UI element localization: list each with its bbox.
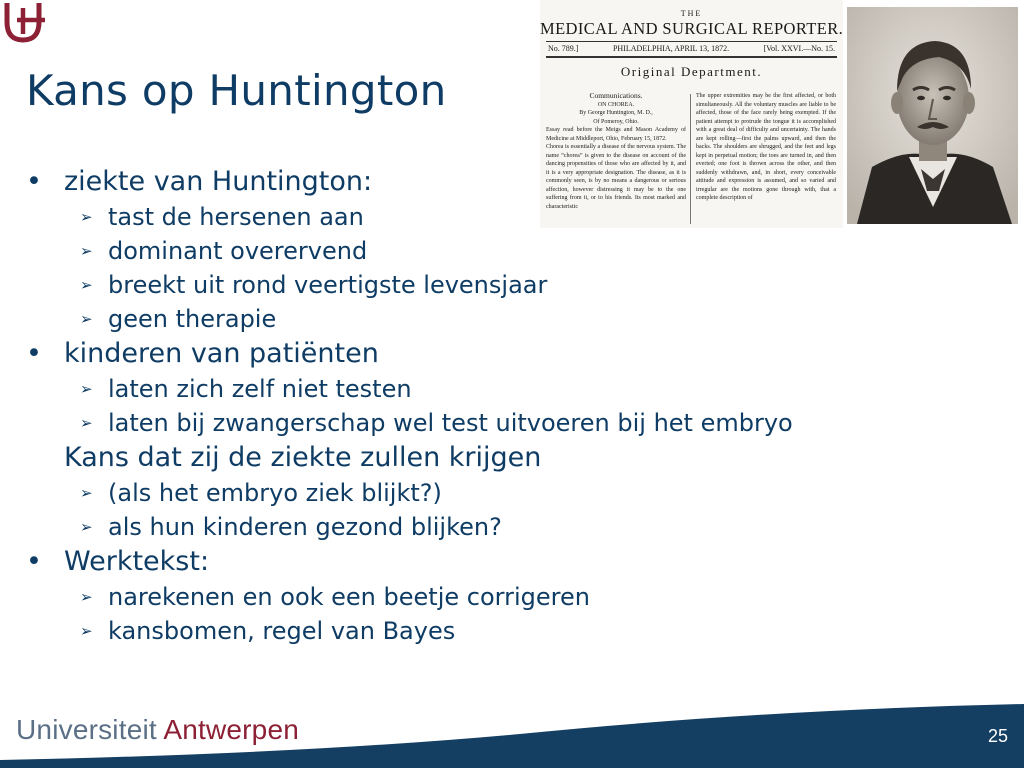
- brand-universiteit: Universiteit: [16, 714, 157, 745]
- newspaper-byline: By George Huntington, M. D.,: [579, 110, 653, 116]
- list-item: [26, 200, 1016, 234]
- list-item: [26, 406, 1016, 440]
- list-item: [26, 234, 1016, 268]
- arrow-bullet-icon: ➢: [80, 484, 93, 502]
- university-brand: [16, 714, 299, 746]
- bullet-text: laten zich zelf niet testen: [108, 375, 412, 403]
- newspaper-the: THE: [680, 9, 703, 18]
- list-item: [26, 268, 1016, 302]
- arrow-bullet-icon: ➢: [80, 276, 93, 294]
- newspaper-section: Communications.: [589, 91, 643, 100]
- bullet-list: [26, 164, 1016, 648]
- bullet-dot-icon: •: [26, 338, 42, 369]
- bullet-text: dominant overervend: [108, 237, 368, 265]
- newspaper-article-title: ON CHOREA.: [597, 101, 635, 108]
- newspaper-issue-line: [548, 44, 835, 53]
- list-item: [26, 440, 1016, 476]
- bullet-text: breekt uit rond veertigste levensjaar: [108, 271, 548, 299]
- list-item: [26, 510, 1016, 544]
- list-item: [26, 164, 1016, 200]
- newspaper-issue-date: PHILADELPHIA, APRIL 13, 1872.: [612, 44, 730, 53]
- arrow-bullet-icon: ➢: [80, 588, 93, 606]
- bullet-text: geen therapie: [108, 305, 277, 333]
- list-item: [26, 336, 1016, 372]
- brand-antwerpen: Antwerpen: [163, 714, 299, 745]
- arrow-bullet-icon: ➢: [80, 310, 93, 328]
- university-logo-icon: [0, 0, 52, 50]
- list-item: [26, 302, 1016, 336]
- bullet-dot-icon: •: [26, 166, 42, 197]
- bullet-text: Kans dat zij de ziekte zullen krijgen: [64, 442, 542, 473]
- slide-title: Kans op Huntington: [26, 66, 447, 115]
- bullet-text: als hun kinderen gezond blijken?: [108, 513, 502, 541]
- newspaper-issue-no: No. 789.]: [548, 44, 579, 53]
- arrow-bullet-icon: ➢: [80, 242, 93, 260]
- list-item: [26, 372, 1016, 406]
- newspaper-masthead: MEDICAL AND SURGICAL REPORTER.: [540, 19, 843, 38]
- newspaper-right-text: The upper extremities may be the first affected, or both simultaneously. All the voluntary muscles are liable to be affected, those of the face rarely being exempted. If the patient attempt to protrude the tongue it is accomplished with a great deal of difficulty and uncertainty. The hands are kept rolling—first the palms upward, and then the backs. The shoulders are shrugged, and the feet and legs kept in perpetual motion; the toes are turned in, and then everted; one foot is thrown across the other, and then suddenly withdrawn, and, in short, every conceivable attitude and expression is assumed, and so varied and irregular are the motions gone through with, that a complete description of: [696, 93, 836, 201]
- bullet-text: ziekte van Huntington:: [64, 166, 373, 197]
- newspaper-essay-note: Essay read before the Meigs and Mason Academy of Medicine at Middleport, Ohio, February 15, 1872.: [546, 127, 686, 142]
- list-item: [26, 544, 1016, 580]
- newspaper-byline-place: Of Pomeroy, Ohio.: [593, 118, 639, 125]
- arrow-bullet-icon: ➢: [80, 208, 93, 226]
- page-number: 25: [987, 726, 1008, 746]
- list-item: [26, 614, 1016, 648]
- newspaper-left-text: Chorea is essentially a disease of the nervous system. The name “chorea” is given to the disease on account of the dancing propensities of those who are affected by it, and it is a very appropriate designation. The disease, as it is commonly seen, is by no means a dangerous or serious affection, however distressing it may be to the one suffering from it, or to his friends. Its most marked and characteristic: [546, 144, 686, 210]
- newspaper-department: Original Department.: [620, 64, 763, 79]
- newspaper-issue-vol: [Vol. XXVI.—No. 15.: [763, 44, 835, 53]
- list-item: [26, 580, 1016, 614]
- list-item: [26, 476, 1016, 510]
- bullet-text: laten bij zwangerschap wel test uitvoeren bij het embryo: [108, 409, 793, 437]
- arrow-bullet-icon: ➢: [80, 622, 93, 640]
- arrow-bullet-icon: ➢: [80, 518, 93, 536]
- bullet-text: tast de hersenen aan: [108, 203, 364, 231]
- arrow-bullet-icon: ➢: [80, 414, 93, 432]
- bullet-text: Werktekst:: [64, 546, 210, 577]
- bullet-text: kinderen van patiënten: [64, 338, 379, 369]
- bullet-text: narekenen en ook een beetje corrigeren: [108, 583, 590, 611]
- bullet-text: (als het embryo ziek blijkt?): [108, 479, 442, 507]
- bullet-dot-icon: •: [26, 546, 42, 577]
- arrow-bullet-icon: ➢: [80, 380, 93, 398]
- bullet-text: kansbomen, regel van Bayes: [108, 617, 456, 645]
